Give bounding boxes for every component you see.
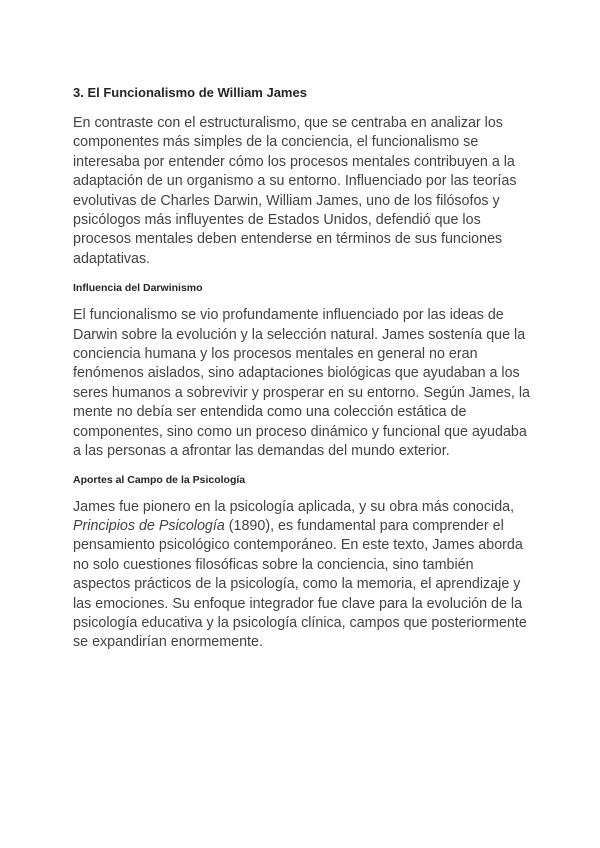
darwinismo-heading: Influencia del Darwinismo (73, 282, 203, 295)
document-page (73, 84, 533, 653)
aportes-paragraph (73, 498, 533, 653)
aportes-heading: Aportes al Campo de la Psicología (73, 473, 246, 486)
darwinismo-paragraph: El funcionalismo se vio profundamente influenciado por las ideas de Darwin sobre la evolución y la selección natural. James sostenía que la conciencia humana y los procesos mentales en general no eran fenómenos aislados, sino adaptaciones biológicas que ayudaban a los seres humanos a sobrevivir y prosperar en su entorno. Según James, la mente no debía ser entendida como una colección estática de componentes, sino como un proceso dinámico y funcional que ayudaba a las personas a afrontar las demandas del mundo exterior. (73, 307, 530, 460)
section-title: 3. El Funcionalismo de William James (73, 85, 307, 100)
aportes-text-before: James fue pionero en la psicología aplicada, y su obra más conocida, (73, 498, 515, 515)
book-title: Principios de Psicología (73, 517, 225, 534)
intro-paragraph: En contraste con el estructuralismo, que se centraba en analizar los componentes más simples de la conciencia, el funcionalismo se interesaba por entender cómo los procesos mentales contribuyen a la adaptación de un organismo a su entorno. Influenciado por las teorías evolutivas de Charles Darwin, William James, uno de los filósofos y psicólogos más influyentes de Estados Unidos, defendió que los procesos mentales deben entenderse en términos de sus funciones adaptativas. (73, 115, 517, 267)
aportes-text-after: (1890), es fundamental para comprender el pensamiento psicológico contemporáneo. En este texto, James aborda no solo cuestiones filosóficas sobre la conciencia, sino también aspectos prácticos de la psicología, como la memoria, el aprendizaje y las emociones. Su enfoque integrador fue clave para la evolución de la psicología educativa y la psicología clínica, campos que posteriormente se expandirían enormemente. (73, 517, 527, 651)
